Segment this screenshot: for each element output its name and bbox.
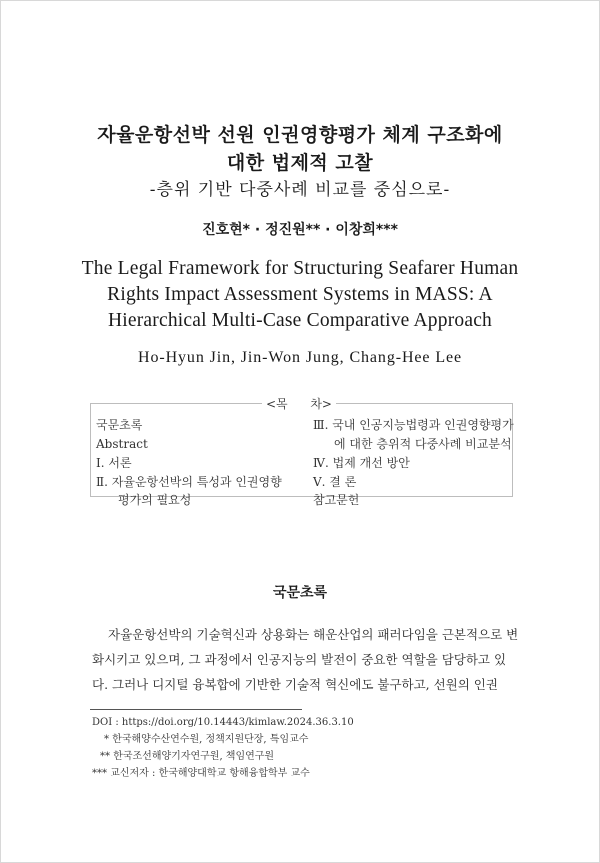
toc-item: Ⅴ. 결 론 [313,475,357,489]
paper-title-en-line-2: Rights Impact Assessment Systems in MASS: A [107,284,493,305]
toc-item: Ⅰ. 서론 [96,456,132,470]
paper-title-en-line-3: Hierarchical Multi-Case Comparative Approach [107,310,493,331]
abstract-line: 자율운항선박의 기술혁신과 상용화는 해운산업의 패러다임을 근본적으로 변 [108,627,519,642]
abstract-line: 화시키고 있으며, 그 과정에서 인공지능의 발전이 중요한 역할을 담당하고 있 [92,652,507,667]
paper-title-line-1: 자율운항선박 선원 인권영향평가 체계 구조화에 [97,124,503,146]
toc-item: Ⅳ. 법제 개선 방안 [313,456,410,470]
toc-item: Ⅲ. 국내 인공지능법령과 인권영향평가 [313,418,514,432]
paper-title-line-2: 대한 법제적 고찰 [226,152,374,174]
toc-heading [262,395,336,411]
toc-item: Abstract [96,437,148,451]
toc-heading-left: <목 [266,396,288,411]
paper-subtitle: -층위 기반 다중사례 비교를 중심으로- [149,180,451,200]
footnote: ** 한국조선해양기자연구원, 책임연구원 [100,751,275,762]
abstract-heading: 국문초록 [272,585,328,601]
footnote-divider [90,709,302,710]
toc-item: 참고문헌 [313,493,360,507]
abstract-line: 다. 그러나 디지털 융복합에 기반한 기술적 혁신에도 불구하고, 선원의 인권 [92,677,498,692]
footnote: * 한국해양수산연수원, 정책지원단장, 특임교수 [104,734,309,745]
authors-english: Ho-Hyun Jin, Jin-Won Jung, Chang-Hee Lee [138,349,462,366]
toc-item: 에 대한 층위적 다중사례 비교분석 [334,437,512,451]
toc-item: 국문초록 [96,418,143,432]
toc-item: 평가의 필요성 [118,493,192,507]
footnote-doi: DOI : https://doi.org/10.14443/kimlaw.2024.36.3.10 [92,717,354,728]
toc-heading-right: 차> [310,396,332,411]
authors-korean: 진호현* · 정진원** · 이창희*** [202,222,398,238]
paper-title-en-line-1: The Legal Framework for Structuring Seafarer Human [81,258,519,279]
footnote: *** 교신저자 : 한국해양대학교 항해융합학부 교수 [92,768,310,779]
toc-item: Ⅱ. 자율운항선박의 특성과 인권영향 [96,475,282,489]
